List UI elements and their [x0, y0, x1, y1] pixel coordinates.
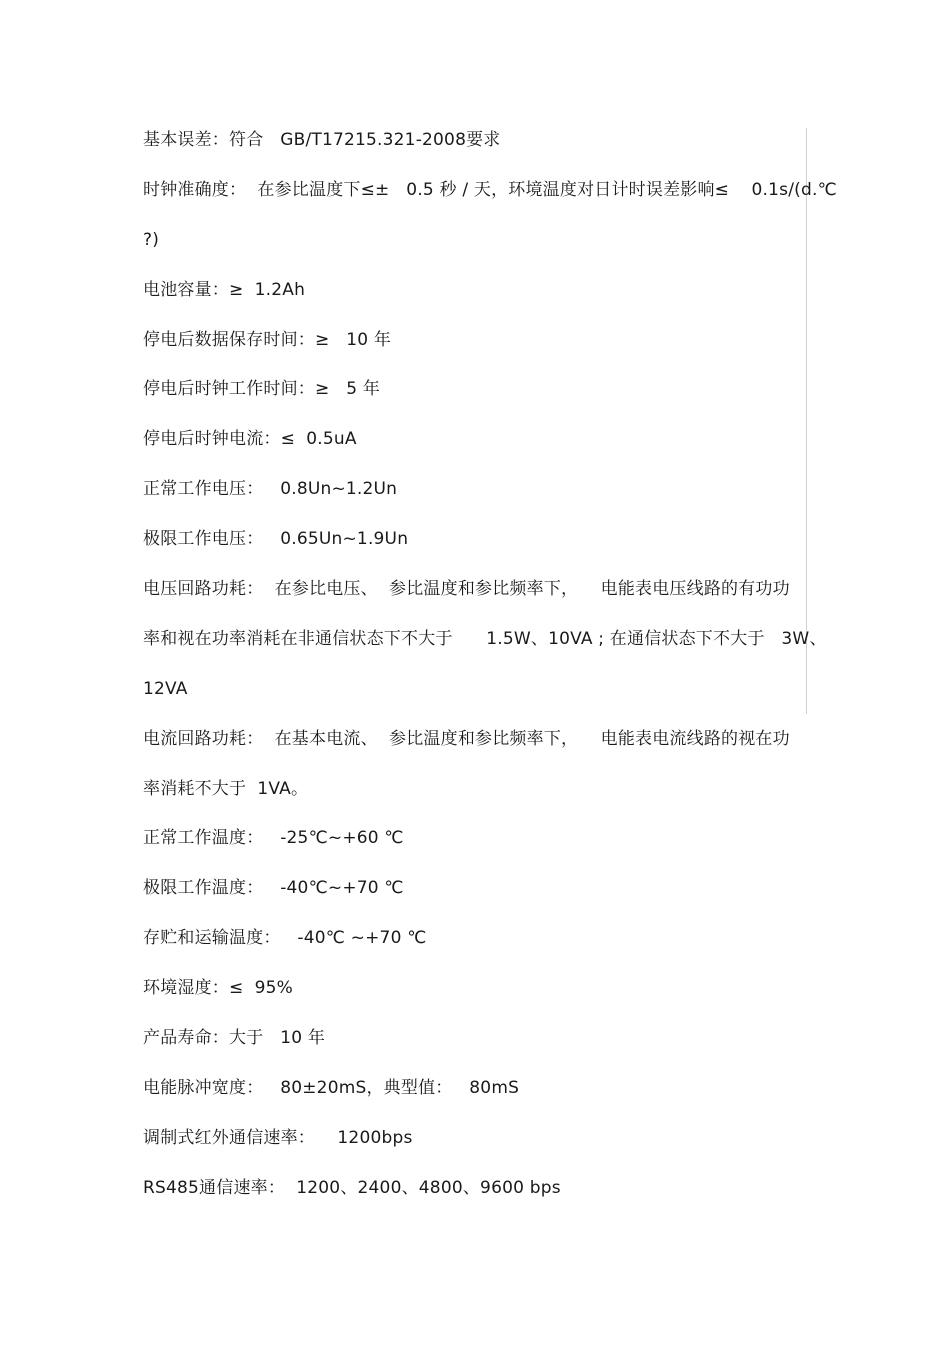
spec-list [143, 116, 843, 1214]
spec-data-retention: 停电后数据保存时间：≥ 10 年 [143, 329, 392, 350]
spec-normal-voltage: 正常工作电压： 0.8Un~1.2Un [143, 479, 398, 500]
spec-clock-current: 停电后时钟电流：≤ 0.5uA [143, 429, 357, 450]
spec-storage-temp: 存贮和运输温度： -40℃ ~+70 ℃ [143, 928, 427, 949]
spec-normal-temp: 正常工作温度： -25℃~+60 ℃ [143, 828, 404, 849]
spec-voltage-loss: 电压回路功耗： 在参比电压、 参比温度和参比频率下， 电能表电压线路的有功功 [143, 579, 790, 600]
spec-rs485-baud: RS485通信速率： 1200、2400、4800、9600 bps [143, 1177, 561, 1198]
spec-current-loss-cont: 率消耗不大于 1VA。 [143, 778, 309, 799]
spec-current-loss: 电流回路功耗： 在基本电流、 参比温度和参比频率下， 电能表电流线路的视在功 [143, 728, 790, 749]
spec-voltage-loss-cont2: 12VA [143, 678, 188, 699]
spec-battery-capacity: 电池容量：≥ 1.2Ah [143, 279, 306, 300]
spec-humidity: 环境湿度：≤ 95% [143, 978, 294, 999]
spec-pulse-width: 电能脉冲宽度： 80±20mS，典型值： 80mS [143, 1077, 520, 1098]
spec-clock-runtime: 停电后时钟工作时间：≥ 5 年 [143, 379, 381, 400]
spec-ir-baud: 调制式红外通信速率： 1200bps [143, 1127, 413, 1148]
spec-voltage-loss-cont: 率和视在功率消耗在非通信状态下不大于 1.5W、10VA ; 在通信状态下不大于 3W、 [143, 628, 827, 649]
spec-clock-accuracy-cont: ?) [143, 229, 160, 250]
spec-limit-voltage: 极限工作电压： 0.65Un~1.9Un [143, 529, 409, 550]
spec-basic-error: 基本误差：符合 GB/T17215.321-2008要求 [143, 130, 501, 150]
spec-clock-accuracy: 时钟准确度： 在参比温度下≤± 0.5 秒 / 天，环境温度对日计时误差影响≤ 0.1s/(d.℃ [143, 179, 837, 200]
spec-limit-temp: 极限工作温度： -40℃~+70 ℃ [143, 878, 404, 899]
spec-lifetime: 产品寿命：大于 10 年 [143, 1028, 326, 1049]
